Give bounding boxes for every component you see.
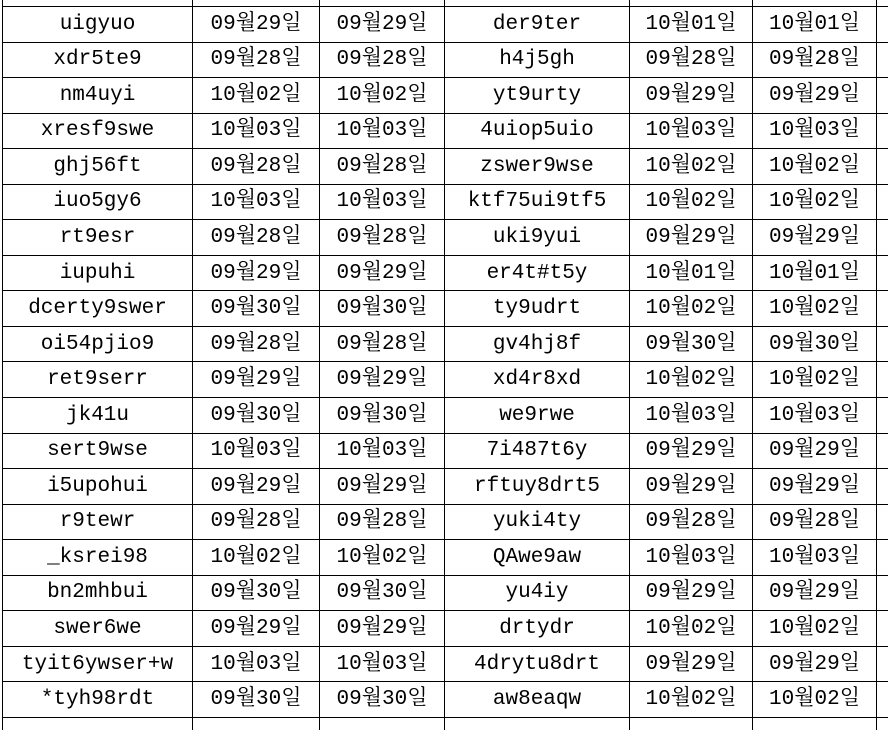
table-cell[interactable]: yuki4ty — [445, 505, 630, 541]
table-cell[interactable]: *tyh98rdt — [3, 682, 193, 718]
table-cell[interactable]: swer6we — [3, 611, 193, 647]
table-cell[interactable] — [877, 220, 888, 256]
table-cell[interactable]: 7i487t6y — [445, 434, 630, 470]
table-cell[interactable]: 09월28일 — [753, 505, 877, 541]
table-cell[interactable]: 10월02일 — [753, 291, 877, 327]
table-cell[interactable]: 09월30일 — [193, 291, 320, 327]
data-table — [2, 0, 888, 730]
table-cell[interactable]: xd4r8xd — [445, 362, 630, 398]
table-cell[interactable]: 09월28일 — [193, 149, 320, 185]
table-cell[interactable]: 09월29일 — [630, 469, 753, 505]
table-cell[interactable]: 09월28일 — [193, 505, 320, 541]
table-cell[interactable] — [753, 0, 877, 7]
table-cell[interactable]: 10월02일 — [193, 540, 320, 576]
table-cell[interactable]: 09월30일 — [193, 576, 320, 612]
table-cell[interactable]: 09월30일 — [753, 327, 877, 363]
table-cell[interactable]: 09월28일 — [320, 505, 445, 541]
table-cell[interactable]: 09월28일 — [193, 220, 320, 256]
table-cell[interactable]: bn2mhbui — [3, 576, 193, 612]
table-cell[interactable]: 09월30일 — [320, 576, 445, 612]
table-cell[interactable] — [3, 718, 193, 730]
table-cell[interactable]: rftuy8drt5 — [445, 469, 630, 505]
table-cell[interactable]: h4j5gh — [445, 43, 630, 79]
table-cell[interactable]: _ksrei98 — [3, 540, 193, 576]
table-cell[interactable]: 09월29일 — [630, 434, 753, 470]
table-cell[interactable]: 09월29일 — [630, 576, 753, 612]
table-cell[interactable]: 09월28일 — [193, 327, 320, 363]
table-cell[interactable]: 09월29일 — [753, 434, 877, 470]
table-cell[interactable]: 09월28일 — [630, 43, 753, 79]
table-cell[interactable]: 10월02일 — [753, 149, 877, 185]
table-cell[interactable] — [630, 0, 753, 7]
table-cell[interactable] — [877, 7, 888, 43]
table-cell[interactable] — [877, 327, 888, 363]
table-cell[interactable] — [877, 718, 888, 730]
table-cell[interactable]: gv4hj8f — [445, 327, 630, 363]
table-cell[interactable]: xresf9swe — [3, 114, 193, 150]
table-cell[interactable]: uki9yui — [445, 220, 630, 256]
table-cell[interactable]: i5upohui — [3, 469, 193, 505]
table-cell[interactable]: yt9urty — [445, 78, 630, 114]
table-cell[interactable] — [877, 505, 888, 541]
table-cell[interactable]: 10월01일 — [630, 256, 753, 292]
table-cell[interactable]: 10월03일 — [193, 647, 320, 683]
table-cell[interactable]: 10월02일 — [630, 291, 753, 327]
table-cell[interactable]: drtydr — [445, 611, 630, 647]
table-cell[interactable]: aw8eaqw — [445, 682, 630, 718]
table-cell[interactable]: ret9serr — [3, 362, 193, 398]
table-cell[interactable]: 09월29일 — [193, 256, 320, 292]
table-cell[interactable]: 09월29일 — [320, 256, 445, 292]
table-cell[interactable]: 09월30일 — [193, 682, 320, 718]
table-cell[interactable]: 10월01일 — [753, 256, 877, 292]
table-cell[interactable]: 09월29일 — [193, 7, 320, 43]
table-cell[interactable]: ty9udrt — [445, 291, 630, 327]
table-cell[interactable] — [3, 0, 193, 7]
table-cell[interactable] — [877, 469, 888, 505]
table-cell[interactable]: tyit6ywser+w — [3, 647, 193, 683]
table-cell[interactable]: 10월03일 — [320, 114, 445, 150]
table-cell[interactable]: 09월30일 — [320, 398, 445, 434]
table-cell[interactable]: 09월29일 — [320, 7, 445, 43]
table-cell[interactable]: oi54pjio9 — [3, 327, 193, 363]
table-cell[interactable] — [320, 0, 445, 7]
table-cell[interactable]: ktf75ui9tf5 — [445, 185, 630, 221]
table-cell[interactable]: 10월03일 — [753, 540, 877, 576]
table-cell[interactable]: 10월03일 — [193, 114, 320, 150]
table-cell[interactable]: 09월29일 — [630, 78, 753, 114]
table-cell[interactable]: 10월03일 — [630, 398, 753, 434]
table-cell[interactable] — [877, 149, 888, 185]
table-cell[interactable]: 09월30일 — [630, 327, 753, 363]
table-cell[interactable]: yu4iy — [445, 576, 630, 612]
table-cell[interactable] — [193, 0, 320, 7]
table-cell[interactable]: 4drytu8drt — [445, 647, 630, 683]
table-cell[interactable]: 10월03일 — [193, 434, 320, 470]
table-cell[interactable]: 10월03일 — [753, 114, 877, 150]
table-cell[interactable] — [877, 114, 888, 150]
table-cell[interactable]: 10월03일 — [193, 185, 320, 221]
table-cell[interactable]: 10월02일 — [630, 682, 753, 718]
table-cell[interactable]: 09월29일 — [753, 647, 877, 683]
table-cell[interactable]: 09월29일 — [193, 611, 320, 647]
table-cell[interactable]: 10월03일 — [630, 540, 753, 576]
table-cell[interactable]: 10월02일 — [630, 185, 753, 221]
table-cell[interactable]: xdr5te9 — [3, 43, 193, 79]
table-cell[interactable]: 10월03일 — [753, 398, 877, 434]
table-cell[interactable]: 10월03일 — [320, 647, 445, 683]
table-cell[interactable]: nm4uyi — [3, 78, 193, 114]
table-cell[interactable]: 09월29일 — [753, 220, 877, 256]
table-cell[interactable]: r9tewr — [3, 505, 193, 541]
table-cell[interactable]: 10월02일 — [753, 185, 877, 221]
table-cell[interactable]: 09월29일 — [320, 469, 445, 505]
table-cell[interactable] — [877, 185, 888, 221]
table-cell[interactable]: 09월28일 — [753, 43, 877, 79]
table-cell[interactable] — [877, 78, 888, 114]
table-cell[interactable] — [877, 647, 888, 683]
table-cell[interactable] — [877, 611, 888, 647]
table-cell[interactable]: 09월29일 — [320, 362, 445, 398]
table-cell[interactable]: QAwe9aw — [445, 540, 630, 576]
table-cell[interactable]: 10월02일 — [320, 540, 445, 576]
table-cell[interactable]: 09월29일 — [753, 469, 877, 505]
table-cell[interactable]: 10월03일 — [630, 114, 753, 150]
table-cell[interactable]: 09월28일 — [193, 43, 320, 79]
table-cell[interactable]: 09월29일 — [630, 647, 753, 683]
table-cell[interactable] — [877, 398, 888, 434]
table-cell[interactable] — [877, 576, 888, 612]
table-cell[interactable] — [445, 0, 630, 7]
table-cell[interactable]: 09월28일 — [320, 149, 445, 185]
table-cell[interactable]: 09월29일 — [193, 362, 320, 398]
table-cell[interactable] — [320, 718, 445, 730]
table-cell[interactable] — [877, 682, 888, 718]
table-cell[interactable] — [877, 362, 888, 398]
table-cell[interactable]: er4t#t5y — [445, 256, 630, 292]
table-cell[interactable]: 09월30일 — [320, 682, 445, 718]
table-cell[interactable]: 09월29일 — [320, 611, 445, 647]
table-cell[interactable]: 10월02일 — [753, 611, 877, 647]
table-cell[interactable]: uigyuo — [3, 7, 193, 43]
table-cell[interactable]: 09월28일 — [320, 43, 445, 79]
table-cell[interactable]: 09월30일 — [193, 398, 320, 434]
table-cell[interactable] — [877, 291, 888, 327]
table-cell[interactable]: 09월29일 — [193, 469, 320, 505]
table-cell[interactable]: 09월29일 — [753, 576, 877, 612]
table-cell[interactable]: 09월29일 — [630, 220, 753, 256]
table-cell[interactable]: 10월01일 — [753, 7, 877, 43]
table-cell[interactable]: 09월28일 — [320, 327, 445, 363]
table-cell[interactable]: iuo5gy6 — [3, 185, 193, 221]
table-cell[interactable]: rt9esr — [3, 220, 193, 256]
table-cell[interactable]: dcerty9swer — [3, 291, 193, 327]
table-cell[interactable]: 10월02일 — [193, 78, 320, 114]
table-cell[interactable]: 10월02일 — [753, 682, 877, 718]
table-cell[interactable] — [877, 256, 888, 292]
table-cell[interactable] — [877, 0, 888, 7]
table-cell[interactable]: 10월02일 — [630, 149, 753, 185]
table-cell[interactable]: 09월28일 — [630, 505, 753, 541]
table-cell[interactable]: sert9wse — [3, 434, 193, 470]
table-cell[interactable]: 10월03일 — [320, 185, 445, 221]
table-cell[interactable] — [877, 540, 888, 576]
table-cell[interactable]: 10월02일 — [630, 362, 753, 398]
table-cell[interactable]: 10월01일 — [630, 7, 753, 43]
table-cell[interactable]: 10월02일 — [320, 78, 445, 114]
table-cell[interactable]: 09월28일 — [320, 220, 445, 256]
table-cell[interactable]: 4uiop5uio — [445, 114, 630, 150]
table-cell[interactable] — [753, 718, 877, 730]
table-cell[interactable]: we9rwe — [445, 398, 630, 434]
table-cell[interactable] — [877, 434, 888, 470]
table-cell[interactable]: der9ter — [445, 7, 630, 43]
table-cell[interactable] — [877, 43, 888, 79]
table-cell[interactable]: iupuhi — [3, 256, 193, 292]
table-cell[interactable] — [193, 718, 320, 730]
table-cell[interactable]: jk41u — [3, 398, 193, 434]
table-cell[interactable]: 10월02일 — [753, 362, 877, 398]
table-cell[interactable]: zswer9wse — [445, 149, 630, 185]
table-cell[interactable]: 10월02일 — [630, 611, 753, 647]
table-cell[interactable]: 09월30일 — [320, 291, 445, 327]
table-cell[interactable]: ghj56ft — [3, 149, 193, 185]
table-cell[interactable] — [630, 718, 753, 730]
table-cell[interactable]: 09월29일 — [753, 78, 877, 114]
table-cell[interactable]: 10월03일 — [320, 434, 445, 470]
table-cell[interactable] — [445, 718, 630, 730]
